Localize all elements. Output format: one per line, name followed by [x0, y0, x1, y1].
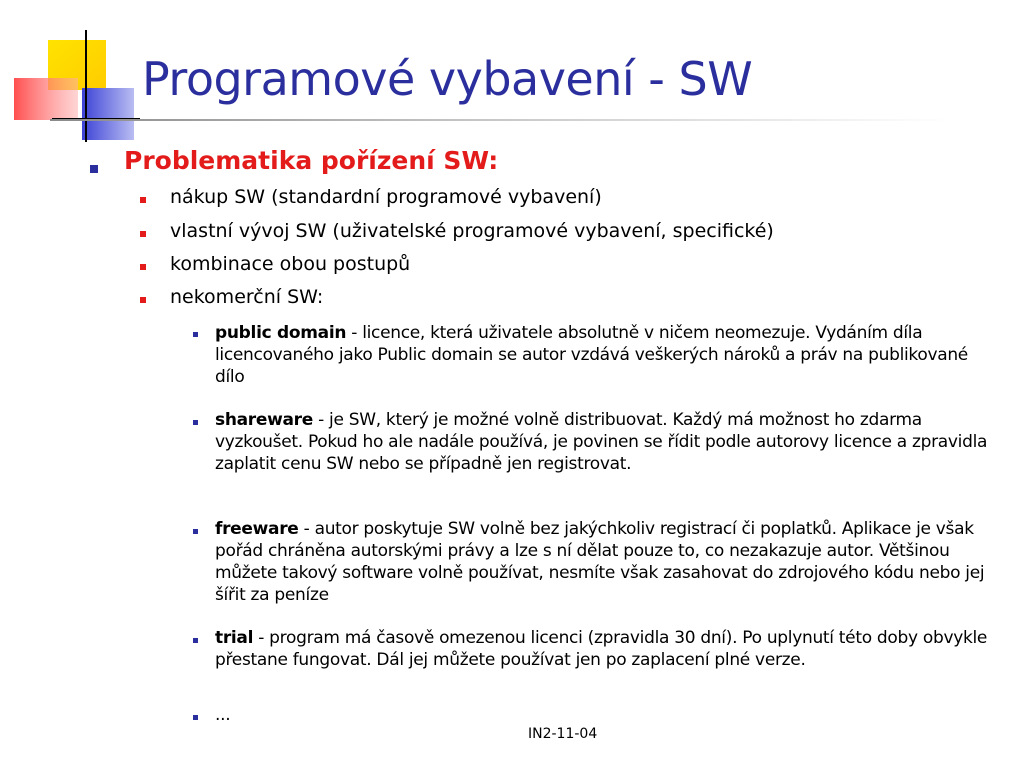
bullet-level2	[140, 264, 146, 270]
list-subitem	[215, 518, 995, 606]
slide-footer: IN2-11-04	[528, 726, 598, 742]
list-subitem	[215, 704, 995, 726]
subitem-term: public domain	[215, 323, 347, 343]
list-subitem	[215, 409, 995, 475]
subitem-term: trial	[215, 628, 254, 648]
list-item: nákup SW (standardní programové vybavení)	[170, 186, 602, 208]
title-underline	[50, 119, 950, 121]
bullet-level3	[193, 332, 198, 337]
decorative-logo-graphic	[0, 0, 140, 150]
list-subitem	[215, 322, 995, 388]
slide-title: Programové vybavení - SW	[142, 52, 753, 106]
list-item: nekomerční SW:	[170, 286, 324, 308]
bullet-level1	[90, 165, 98, 173]
subitem-text: ...	[215, 705, 231, 725]
list-subitem	[215, 627, 995, 671]
bullet-level2	[140, 197, 146, 203]
logo-blue-square	[82, 88, 134, 140]
subitem-text: - je SW, který je možné volně distribuovat. Každý má možnost ho zdarma vyzkoušet. Pokud ho ale nadále používá, je povinen se řídit podle autorovy licence a zpravidla zaplatit cenu SW nebo se případně jen registrovat.	[215, 410, 988, 474]
logo-red-square	[14, 78, 78, 120]
list-item: vlastní vývoj SW (uživatelské programové vybavení, specifické)	[170, 220, 774, 242]
bullet-level2	[140, 231, 146, 237]
subitem-term: shareware	[215, 410, 313, 430]
subitem-text: - autor poskytuje SW volně bez jakýchkoliv registrací či poplatků. Aplikace je však pořád chráněna autorskými právy a lze s ní dělat pouze to, co nezakazuje autor. Většinou můžete takový software volně používat, nesmíte však zasahovat do zdrojového kódu nebo jej šířit za peníze	[215, 519, 985, 605]
subitem-term: freeware	[215, 519, 299, 539]
bullet-level3	[193, 529, 198, 534]
list-item: kombinace obou postupů	[170, 253, 411, 275]
subitem-text: - program má časově omezenou licenci (zpravidla 30 dní). Po uplynutí této doby obvykle přestane fungovat. Dál jej můžete používat jen po zaplacení plné verze.	[215, 628, 988, 670]
bullet-level3	[193, 715, 198, 720]
section-heading: Problematika pořízení SW:	[124, 146, 499, 175]
subitem-text: - licence, která uživatele absolutně v ničem neomezuje. Vydáním díla licencovaného jako Public domain se autor vzdává veškerých nároků a práv na publikované dílo	[215, 323, 968, 387]
bullet-level2	[140, 297, 146, 303]
bullet-level3	[193, 638, 198, 643]
bullet-level3	[193, 420, 198, 425]
